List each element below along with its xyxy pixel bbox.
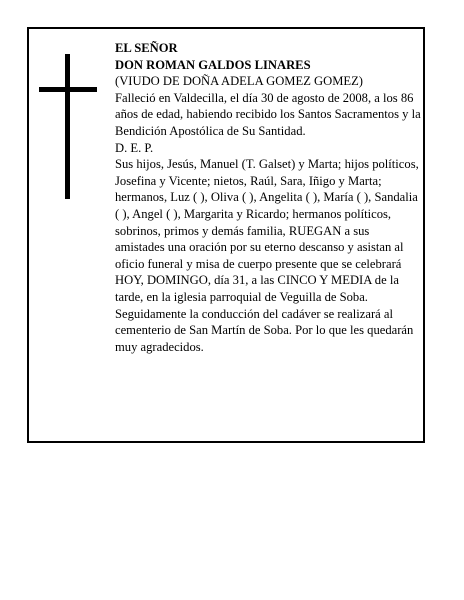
cross-vertical-bar	[65, 54, 70, 199]
rip-line: D. E. P.	[115, 140, 154, 155]
obituary-notice	[27, 27, 425, 443]
cross-horizontal-bar	[39, 87, 97, 92]
notice-text	[115, 40, 422, 355]
death-paragraph: Falleció en Valdecilla, el día 30 de agosto de 2008, a los 86 años de edad, habiendo recibido los Santos Sacramentos y la Bendición Apostólica de Su Santidad.	[115, 90, 424, 138]
deceased-name: DON ROMAN GALDOS LINARES	[115, 57, 311, 72]
family-paragraph: Sus hijos, Jesús, Manuel (T. Galset) y Marta; hijos políticos, Josefina y Vicente; nietos, Raúl, Sara, Iñigo y Marta; hermanos, Luz ( ), Oliva ( ), Angelita ( ), María ( ), Sandalia ( ), Angel ( ), Margarita y Ricardo; hermanos políticos, sobrinos, primos y demás familia, RUEGAN a sus amistades una oración por su eterno descanso y asistan al oficio funeral y misa de cuerpo presente que se celebrará HOY, DOMINGO, día 31, a las CINCO Y MEDIA de la tarde, en la iglesia parroquial de Veguilla de Soba. Seguidamente la conducción del cadáver se realizará al cementerio de San Martín de Soba. Por lo que les quedarán muy agradecidos.	[115, 157, 422, 354]
widower-subtitle: (VIUDO DE DOÑA ADELA GOMEZ GOMEZ)	[115, 74, 363, 89]
notice-heading: EL SEÑOR	[115, 41, 178, 55]
cross-icon	[39, 54, 99, 199]
